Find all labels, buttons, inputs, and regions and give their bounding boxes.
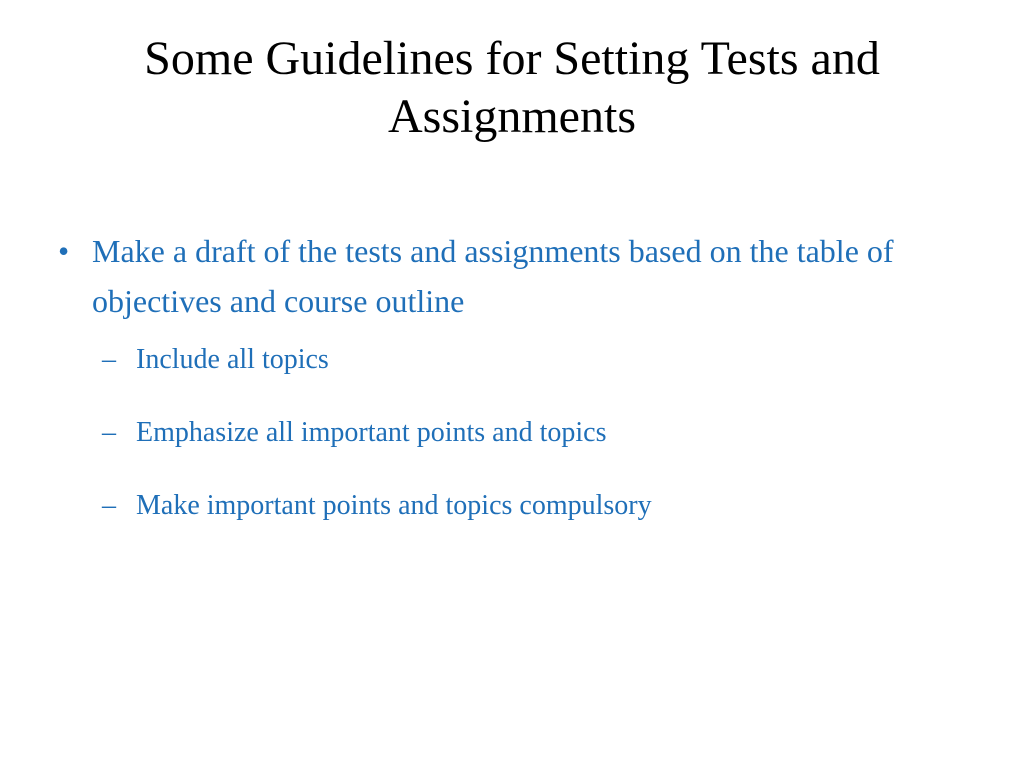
sub-bullet-text: Include all topics [136, 344, 329, 375]
slide-title: Some Guidelines for Setting Tests and Assignments [144, 32, 880, 143]
sub-bullet-text: Make important points and topics compulsory [136, 490, 652, 521]
sub-bullet-marker: – [102, 344, 116, 375]
bullet-marker: • [58, 233, 70, 269]
sub-bullet-marker: – [102, 490, 116, 521]
sub-bullet-marker: – [102, 417, 116, 448]
sub-bullet-list [102, 340, 958, 526]
slide-content [58, 226, 958, 559]
sub-bullet-item [102, 486, 958, 526]
main-bullet-item [58, 226, 958, 326]
main-bullet-text: Make a draft of the tests and assignments based on the table of objectives and course outline [92, 233, 894, 319]
sub-bullet-text: Emphasize all important points and topics [136, 417, 607, 448]
sub-bullet-item [102, 340, 958, 380]
sub-bullet-item [102, 413, 958, 453]
